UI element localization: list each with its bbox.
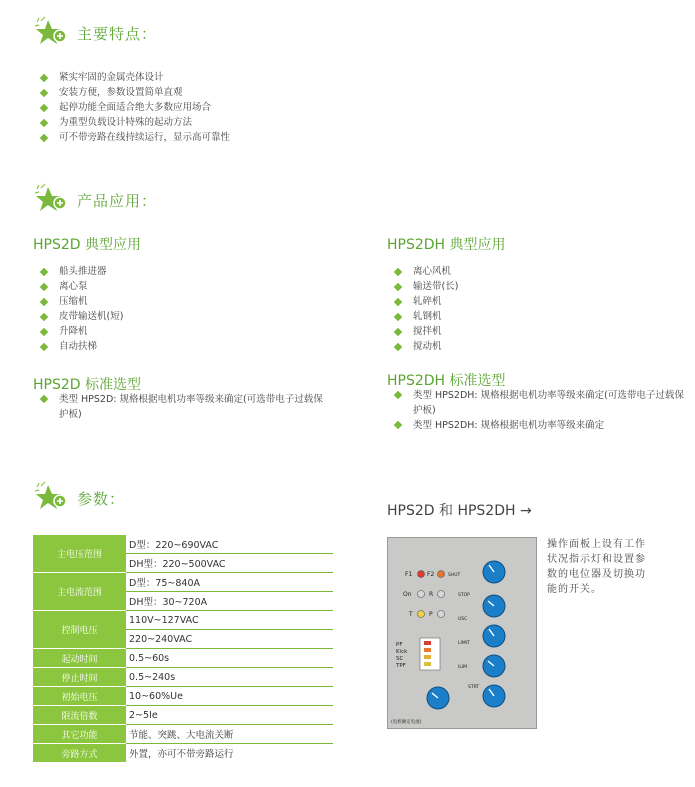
led-indicator [438,591,445,598]
led-indicator [438,611,445,618]
param-value: 10~60%Ue [126,687,333,706]
list-item: 船头推进器 [41,264,123,279]
switch-label: TPF [396,663,406,669]
led-label: SHUT [448,573,461,578]
led-label: P [429,611,433,618]
list-item: 离心泵 [41,279,123,294]
list-item: 离心风机 [395,264,458,279]
list-item: 类型 HPS2DH: 规格根据电机功率等级来确定 [395,418,685,433]
knob-label: ILIM [458,665,468,670]
led-indicator [418,591,425,598]
list-item: 轧碎机 [395,294,458,309]
panel-caption: (电机额定电流) [391,720,422,725]
param-value: 0.5~240s [126,668,333,687]
param-label: 主电压范围 [33,535,126,573]
table-row [33,725,333,744]
dip-switch-toggle [424,655,431,659]
params-title: 参数： [77,489,126,508]
table-row [33,535,333,554]
dip-switch-toggle [424,641,431,645]
list-item: 升降机 [41,324,123,339]
list-item: 搅拌机 [395,324,458,339]
panel-title: HPS2D 和 HPS2DH → [387,503,532,519]
param-label: 起动时间 [33,649,126,668]
param-value: 0.5~60s [126,649,333,668]
led-indicator [418,571,425,578]
diamond-bullet-icon [394,297,402,305]
diamond-bullet-icon [394,282,402,290]
list-item: 类型 HPS2DH: 规格根据电机功率等级来确定(可选带电子过载保护板) [395,388,685,418]
switch-label: SC [396,656,404,662]
diamond-bullet-icon [40,312,48,320]
table-row [33,573,333,592]
hps2dh-apps-list [395,264,458,354]
list-item: 自动扶梯 [41,339,123,354]
panel-drawing [388,538,536,728]
list-item: 搅动机 [395,339,458,354]
features-list [41,70,230,145]
diamond-bullet-icon [394,342,402,350]
list-item: 安装方便，参数设置简单直观 [41,85,230,100]
diamond-bullet-icon [394,391,402,399]
param-label: 主电流范围 [33,573,126,611]
features-title: 主要特点： [77,24,158,43]
param-label: 停止时间 [33,668,126,687]
list-item: 皮带输送机(短) [41,309,123,324]
param-label: 其它功能 [33,725,126,744]
hps2dh-selection-title: HPS2DH 标准选型 [387,373,506,389]
list-item: 起停功能全面适合绝大多数应用场合 [41,100,230,115]
star-plus-icon [33,183,71,217]
list-item: 压缩机 [41,294,123,309]
param-label: 旁路方式 [33,744,126,763]
list-item: 可不带旁路在线持续运行，显示高可靠性 [41,130,230,145]
diamond-bullet-icon [40,327,48,335]
switch-label: Kick [396,649,408,655]
param-value: DH型：220~500VAC [126,554,333,573]
table-row [33,668,333,687]
switch-label: PF [396,642,403,648]
diamond-bullet-icon [394,327,402,335]
table-row [33,706,333,725]
knob-label: LIMIT [458,641,470,646]
list-item: 为重型负载设计特殊的起动方法 [41,115,230,130]
dip-switch-toggle [424,662,431,666]
diamond-bullet-icon [394,312,402,320]
hps2d-apps-list [41,264,123,354]
diamond-bullet-icon [40,133,48,141]
operation-panel-image [387,537,537,729]
diamond-bullet-icon [40,395,48,403]
param-value: DH型：30~720A [126,592,333,611]
led-label: R [429,591,434,598]
applications-title: 产品应用： [77,191,158,210]
led-label: T [409,611,413,618]
hps2dh-apps-title: HPS2DH 典型应用 [387,237,506,253]
led-indicator [418,611,425,618]
hps2d-selection-title: HPS2D 标准选型 [33,377,141,393]
led-label: On [403,591,412,598]
list-item: 轧钢机 [395,309,458,324]
params-table [33,535,333,762]
applications-header [33,183,157,217]
param-value: D型：75~840A [126,573,333,592]
diamond-bullet-icon [40,297,48,305]
param-value: D型：220~690VAC [126,535,333,554]
table-row [33,687,333,706]
param-value: 110V~127VAC [126,611,333,630]
params-header [33,481,125,515]
diamond-bullet-icon [40,73,48,81]
list-item: 类型 HPS2D: 规格根据电机功率等级来确定(可选带电子过载保护板) [41,392,326,422]
table-row [33,744,333,763]
hps2dh-selection [395,388,685,433]
diamond-bullet-icon [40,103,48,111]
led-label: F1 [405,571,413,578]
list-item: 紧实牢固的金属壳体设计 [41,70,230,85]
param-value: 外置，亦可不带旁路运行 [129,749,234,760]
diamond-bullet-icon [394,267,402,275]
diamond-bullet-icon [40,267,48,275]
panel-description: 操作面板上设有工作状况指示灯和设置参数的电位器及切换功能的开关。 [547,539,646,595]
knob-label: STRT [468,685,480,690]
dip-switch-toggle [424,648,431,652]
features-header [33,16,157,50]
diamond-bullet-icon [40,282,48,290]
diamond-bullet-icon [40,118,48,126]
param-label: 控制电压 [33,611,126,649]
knob-label: USC [458,617,468,622]
diamond-bullet-icon [394,421,402,429]
diamond-bullet-icon [40,88,48,96]
star-plus-icon [33,16,71,50]
list-item: 输送带(长) [395,279,458,294]
knob-label: STOP [458,593,470,598]
led-indicator [438,571,445,578]
table-row [33,649,333,668]
hps2d-apps-title: HPS2D 典型应用 [33,237,141,253]
hps2d-selection [41,392,326,422]
param-value: 节能、突跳、大电流关断 [126,725,333,744]
param-label: 限流倍数 [33,706,126,725]
param-value: 2~5Ie [126,706,333,725]
diamond-bullet-icon [40,342,48,350]
star-plus-icon [33,481,71,515]
param-label: 初始电压 [33,687,126,706]
led-label: F2 [427,571,435,578]
table-row [33,611,333,630]
param-value: 220~240VAC [126,630,333,649]
